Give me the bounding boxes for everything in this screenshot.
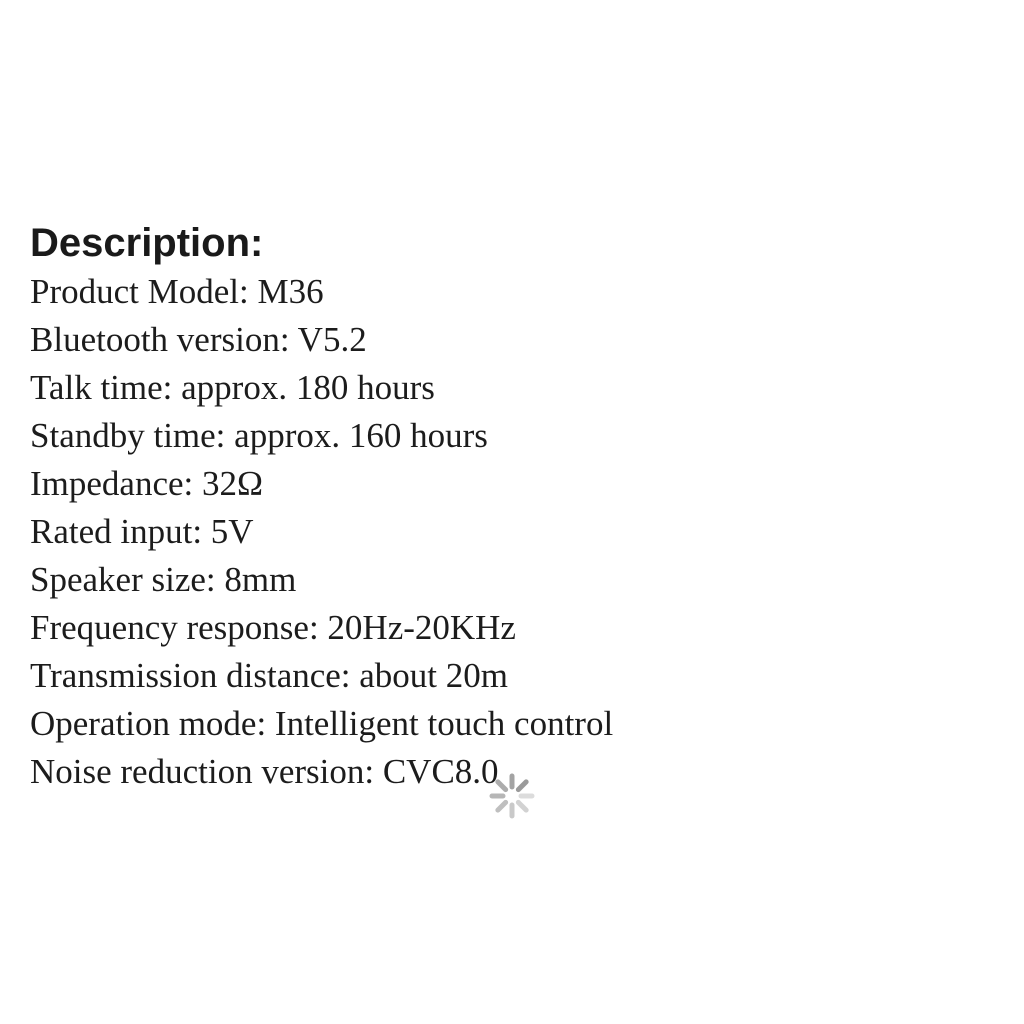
description-title: Description:: [30, 221, 264, 265]
spinner-spoke: [498, 782, 506, 790]
spinner-spoke: [498, 802, 506, 810]
spec-list: [30, 268, 990, 796]
spec-frequency-response: Frequency response: 20Hz-20KHz: [30, 608, 516, 647]
spec-speaker-size: Speaker size: 8mm: [30, 560, 297, 599]
spec-product-model: Product Model: M36: [30, 272, 324, 311]
spec-bluetooth-version: Bluetooth version: V5.2: [30, 320, 367, 359]
loading-spinner-icon: [488, 772, 536, 820]
description-section: [30, 218, 990, 796]
spec-rated-input: Rated input: 5V: [30, 512, 254, 551]
spinner-spoke: [518, 802, 526, 810]
spec-talk-time: Talk time: approx. 180 hours: [30, 368, 435, 407]
spec-standby-time: Standby time: approx. 160 hours: [30, 416, 488, 455]
spec-impedance: Impedance: 32Ω: [30, 464, 264, 503]
spinner-spoke: [518, 782, 526, 790]
spec-operation-mode: Operation mode: Intelligent touch control: [30, 704, 614, 743]
spec-noise-reduction-version: Noise reduction version: CVC8.0: [30, 752, 499, 791]
spec-transmission-distance: Transmission distance: about 20m: [30, 656, 509, 695]
